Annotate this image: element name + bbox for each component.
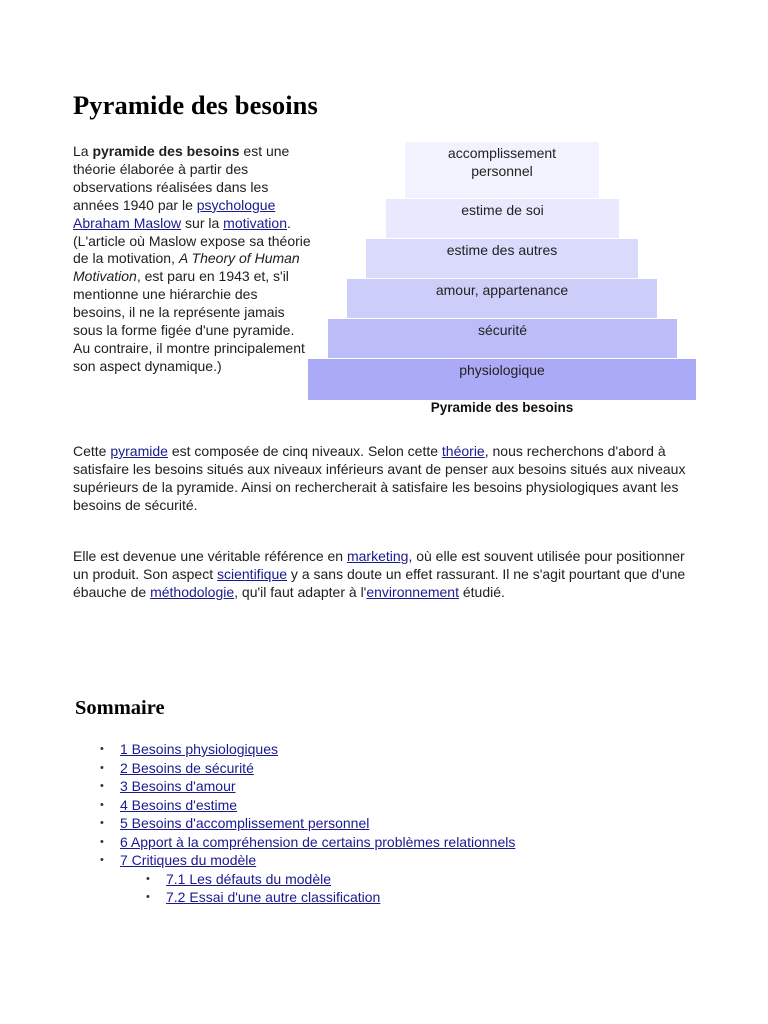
toc-link-critiques-modele[interactable]: 7 Critiques du modèle bbox=[120, 852, 257, 868]
pyramid-caption: Pyramide des besoins bbox=[430, 400, 574, 415]
toc-item bbox=[100, 814, 515, 833]
toc-subitem bbox=[146, 870, 515, 889]
para-text: , nous recherchons d'abord à satisfaire les besoins situés aux niveaux inférieurs avant de penser aux besoins situés aux niveaux supérieurs de la pyramide. Ainsi on rechercherait à satisfaire les besoins physiologiques avant les besoins de sécurité. bbox=[73, 443, 686, 513]
link-theorie[interactable]: théorie bbox=[441, 443, 485, 459]
body-paragraph-1 bbox=[73, 443, 693, 515]
toc-item bbox=[100, 777, 515, 796]
toc-heading: Sommaire bbox=[75, 697, 165, 719]
body-paragraph-2 bbox=[73, 548, 693, 602]
link-methodologie[interactable]: méthodologie bbox=[150, 583, 235, 600]
para-text: Elle est devenue une véritable référence en bbox=[73, 548, 347, 564]
toc-link-besoins-accomplissement[interactable]: 5 Besoins d'accomplissement personnel bbox=[120, 815, 370, 831]
intro-paragraph bbox=[73, 143, 313, 376]
link-motivation[interactable]: motivation bbox=[223, 214, 287, 231]
link-marketing[interactable]: marketing bbox=[346, 548, 409, 564]
toc-link-defauts-modele[interactable]: 7.1 Les défauts du modèle bbox=[166, 870, 332, 887]
toc-item bbox=[100, 740, 515, 759]
intro-text: La bbox=[73, 143, 93, 159]
pyramid-level-physiologique bbox=[308, 359, 696, 400]
toc-subitem bbox=[146, 888, 515, 907]
intro-italic-title: A Theory of Human Motivation bbox=[73, 250, 300, 285]
para-text: Cette bbox=[73, 443, 111, 459]
toc-item bbox=[100, 851, 515, 907]
toc-link-besoins-physiologiques[interactable]: 1 Besoins physiologiques bbox=[120, 741, 278, 757]
toc-link-apport-comprehension[interactable]: 6 Apport à la compréhension de certains problèmes relationnels bbox=[120, 833, 516, 850]
pyramid-level-estime-de-soi bbox=[386, 199, 619, 238]
toc-item bbox=[100, 833, 515, 852]
toc-link-besoins-estime[interactable]: 4 Besoins d'estime bbox=[120, 796, 238, 813]
maslow-pyramid-diagram bbox=[308, 142, 696, 400]
link-psychologue[interactable]: psychologue bbox=[196, 196, 276, 213]
page-title: Pyramide des besoins bbox=[73, 90, 318, 120]
para-text: , où elle est souvent utilisée pour positionner un produit. Son aspect bbox=[73, 548, 685, 582]
intro-text: est une théorie élaborée à partir des observations réalisées dans les années 1940 par le bbox=[73, 143, 290, 213]
link-pyramide[interactable]: pyramide bbox=[110, 443, 168, 459]
para-text: étudié. bbox=[458, 583, 505, 600]
toc-link-besoins-amour[interactable]: 3 Besoins d'amour bbox=[120, 778, 236, 794]
intro-text: , est paru en 1943 et, s'il mentionne une hiérarchie des besoins, il ne la représente jamais sous la forme figée d'une pyramide. Au contraire, il montre principalement son aspect dynamique.) bbox=[73, 268, 305, 374]
pyramid-level-label: estime de soi bbox=[461, 202, 544, 218]
pyramid-level-label: amour, appartenance bbox=[435, 282, 569, 298]
toc-link-besoins-securite[interactable]: 2 Besoins de sécurité bbox=[120, 759, 254, 776]
para-text: , qu'il faut adapter à l' bbox=[234, 583, 367, 600]
para-text: y a sans doute un effet rassurant. Il ne s'agit pourtant que d'une ébauche de bbox=[73, 565, 686, 600]
link-environnement[interactable]: environnement bbox=[366, 583, 459, 600]
pyramid-level-label: sécurité bbox=[477, 322, 528, 338]
intro-text: . (L'article où Maslow expose sa théorie de la motivation, bbox=[73, 214, 311, 267]
pyramid-level-securite bbox=[328, 319, 677, 358]
link-abraham-maslow[interactable]: Abraham Maslow bbox=[73, 214, 182, 231]
pyramid-level-estime-des-autres bbox=[366, 239, 638, 278]
toc-item bbox=[100, 796, 515, 815]
toc-link-autre-classification[interactable]: 7.2 Essai d'une autre classification bbox=[166, 889, 381, 905]
link-scientifique[interactable]: scientifique bbox=[217, 565, 288, 582]
intro-text: sur la bbox=[181, 214, 224, 231]
table-of-contents bbox=[100, 740, 515, 907]
toc-item bbox=[100, 759, 515, 778]
intro-bold-term: pyramide des besoins bbox=[92, 143, 240, 159]
pyramid-level-label: estime des autres bbox=[446, 242, 558, 258]
pyramid-level-label: physiologique bbox=[459, 362, 545, 378]
pyramid-level-amour bbox=[347, 279, 657, 318]
pyramid-level-accomplissement bbox=[405, 142, 599, 198]
para-text: est composée de cinq niveaux. Selon cette bbox=[167, 443, 442, 459]
toc-sublist bbox=[120, 870, 515, 907]
pyramid-level-label: accomplissement personnel bbox=[447, 145, 557, 179]
